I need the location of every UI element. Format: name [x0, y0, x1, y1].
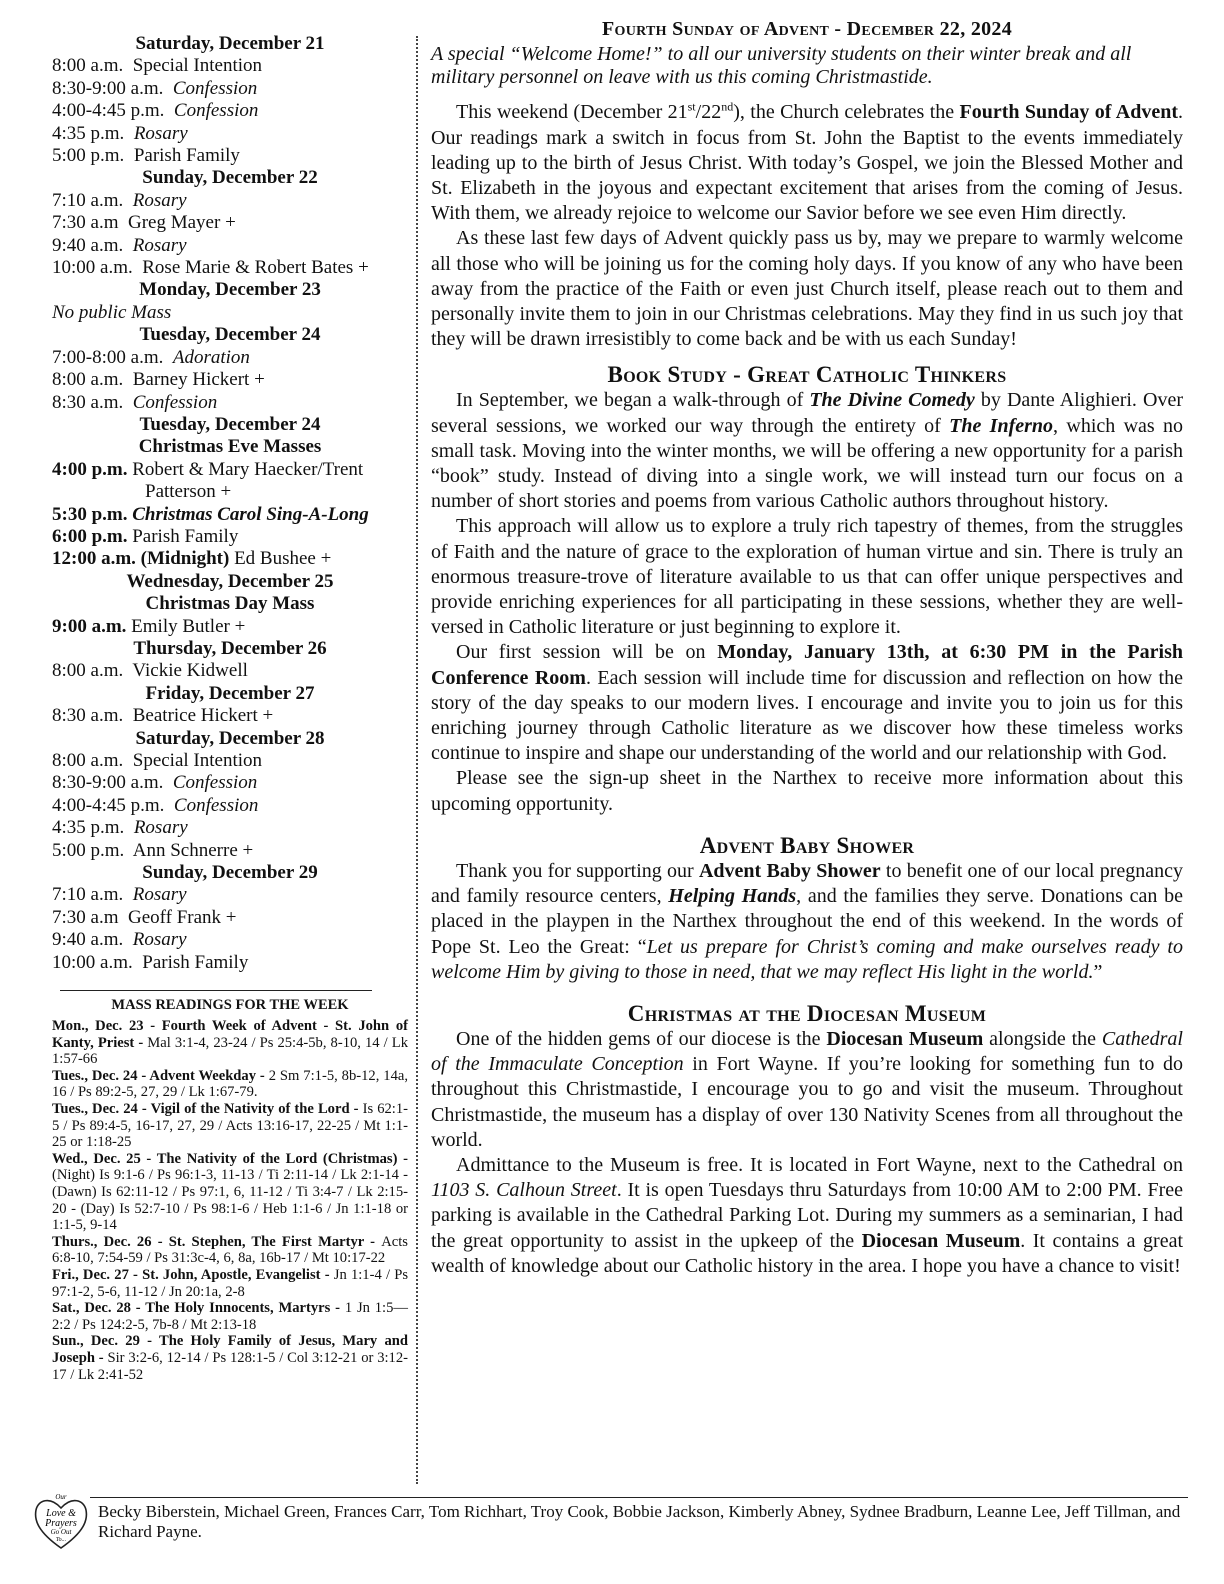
reading-day: Sat., Dec. 28 - The Holy Innocents, Martyrs - [52, 1300, 345, 1317]
entry-intention: Parish Family [142, 951, 249, 973]
entry-time: 8:00 a.m. [52, 750, 124, 771]
reading-refs: Is 62:1-5 / Ps 89:4-5, 16-17, 27, 29 / Acts 13:16-17, 22-25 / Mt 1:1-25 or 1:18-25 [52, 1101, 408, 1151]
schedule-day-heading: Sunday, December 29 [142, 862, 318, 884]
entry-time: 6:00 p.m. [52, 525, 128, 547]
entry-intention: Confession [132, 391, 218, 413]
entry-time: 9:00 a.m. [52, 615, 127, 637]
entry-time: 7:00-8:00 a.m. [52, 346, 164, 368]
entry-time: 5:30 p.m. [52, 503, 128, 525]
text-run: , which was no small task. Moving into the winter months, we will be offering a new opportunity for a parish “book” study. Instead of diving into a single work, we will instead turn our focus on a number of short stories and poems from various Catholic authors throughout history. [431, 414, 1184, 513]
text-run: Thank you for supporting our [456, 859, 699, 882]
reading-refs: 2 Sm 7:1-5, 8b-12, 14a, 16 / Ps 89:2-5, 27, 29 / Lk 1:67-79. [52, 1067, 408, 1101]
text-run: by Dante Alighieri. Over several sessions, we worked our way through the entirety of [431, 389, 1183, 437]
entry-time: 4:35 p.m. [52, 817, 125, 839]
entry-time: 8:00 a.m. [52, 660, 124, 682]
articles-column [431, 18, 1183, 1279]
schedule-entry [52, 929, 408, 951]
reading-entry [52, 1101, 408, 1151]
entry-time: 4:00 p.m. [52, 458, 128, 480]
logo-text: Love & [46, 1508, 76, 1519]
emphasis-bold: Helping Hands [668, 885, 797, 908]
article-paragraph [431, 100, 1183, 226]
schedule-day-subtitle: Christmas Eve Masses [138, 436, 322, 458]
entry-time: 7:10 a.m. [52, 189, 124, 211]
entry-intention: Rosary [133, 122, 188, 144]
schedule-entry [52, 347, 408, 369]
entry-time: 8:30-9:00 a.m. [52, 77, 164, 99]
article-paragraph [431, 859, 1183, 985]
entry-intention: Rosary [133, 817, 188, 839]
entry-intention: Beatrice Hickert + [132, 705, 274, 727]
section-title: Advent Baby Shower [699, 832, 915, 858]
article-paragraph [431, 1027, 1183, 1153]
emphasis-italic: Cathedral of the Immaculate Conception [431, 1027, 1183, 1076]
reading-day: Mon., Dec. 23 - Fourth Week of Advent - St. John of Kanty, Priest - [52, 1018, 408, 1051]
reading-refs: Acts 6:8-10, 7:54-59 / Ps 31:3c-4, 6, 8a, 16b-17 / Mt 10:17-22 [52, 1233, 408, 1267]
text-run: Please see the sign-up sheet in the Narthex to receive more information about this upcoming opportunity. [431, 767, 1183, 815]
reading-entry [52, 1068, 408, 1101]
schedule-entry [52, 750, 408, 772]
schedule-entry [52, 884, 408, 906]
entry-time: 5:00 p.m. [52, 145, 125, 167]
emphasis-italic: Let us prepare for Christ’s coming and make ourselves ready to welcome Him by giving to those in need, that we may reflect His light in the world. [431, 935, 1183, 983]
text-superscript: nd [721, 99, 734, 114]
entry-intention: Confession [173, 100, 259, 122]
schedule-day-heading: Sunday, December 22 [142, 167, 318, 189]
text-run: in Fort Wayne. If you’re looking for something fun to do throughout this Christmastide, I encourage you to go and visit the museum. Throughout Christmastide, the museum has a display of over 130 Nativity Scenes from all throughout the world. [431, 1053, 1183, 1151]
reading-day: Fri., Dec. 27 - St. John, Apostle, Evangelist - [52, 1266, 334, 1283]
entry-time: 4:35 p.m. [52, 122, 125, 144]
column-divider [416, 36, 418, 1484]
entry-time: 8:00 a.m. [52, 369, 124, 391]
logo-text: Prayers [45, 1518, 77, 1529]
entry-intention: Vickie Kidwell [132, 660, 248, 682]
reading-entry [52, 1333, 408, 1383]
text-run: As these last few days of Advent quickly pass us by, may we prepare to warmly welcome all those who will be joining us for the coming holy days. If you know of any who have been away from the practice of the Faith or even just Church itself, please reach out to them and personally invite them to join in our Christmas celebrations. May they find in us such joy that they will be drawn irresistibly to come back and be with us each Sunday! [431, 227, 1183, 351]
reading-entry [52, 1018, 408, 1068]
entry-time: 9:40 a.m. [52, 234, 124, 256]
schedule-day-heading: Tuesday, December 24 [139, 324, 321, 346]
entry-time: 12:00 a.m. (Midnight) [52, 548, 230, 570]
entry-intention: Greg Mayer + [128, 212, 236, 234]
entry-time: 10:00 a.m. [52, 257, 133, 279]
emphasis-bold: Fourth Sunday of Advent [959, 101, 1178, 124]
section-title: Book Study - Great Catholic Thinkers [607, 362, 1007, 388]
entry-intention: Rosary [132, 884, 187, 906]
entry-time: 9:40 a.m. [52, 929, 124, 951]
schedule-day-heading: Tuesday, December 24 [139, 413, 321, 435]
schedule-day-subtitle: Christmas Day Mass [145, 593, 315, 615]
schedule-entry [52, 212, 408, 234]
schedule-day-heading: Thursday, December 26 [133, 637, 327, 659]
entry-intention: Barney Hickert + [132, 369, 265, 391]
text-run: , and the families they serve. Donations can be placed in the playpen in the Narthex throughout the end of this weekend. In the words of Pope St. Leo the Great: “ [431, 885, 1183, 958]
emphasis-bold: Advent Baby Shower [698, 859, 881, 882]
emphasis-bold: Diocesan Museum [861, 1229, 1021, 1252]
schedule-day-heading: Friday, December 27 [145, 682, 315, 704]
entry-time: 4:00-4:45 p.m. [52, 100, 165, 122]
text-run: . It contains a great wealth of knowledge about our Catholic history in the area. I hope you have a chance to visit! [431, 1229, 1184, 1277]
entry-intention: Rosary [132, 929, 187, 951]
reading-refs: Mal 3:1-4, 23-24 / Ps 25:4-5b, 8-10, 14 / Lk 1:57-66 [52, 1034, 408, 1068]
schedule-entry [52, 145, 408, 167]
entry-intention: Parish Family [133, 145, 240, 167]
article-paragraph [431, 226, 1183, 352]
schedule-entry [52, 392, 408, 414]
text-run: Admittance to the Museum is free. It is located in Fort Wayne, next to the Cathedral on [456, 1153, 1183, 1176]
entry-time: 5:00 p.m. [52, 839, 125, 861]
text-run: This approach will allow us to explore a truly rich tapestry of themes, from the struggles of Faith and the nature of grace to the exploration of human virtue and sin. There is truly an enormous treasure-trove of literature available to us that can offer unique perspectives and provide enriching experiences for all participating in these sessions, whether they are well-versed in Catholic literature or just beginning to explore it. [431, 515, 1183, 639]
entry-intention: Emily Butler + [131, 615, 246, 637]
article-paragraph [431, 388, 1183, 514]
logo-text: To... [55, 1537, 67, 1543]
article-paragraph [431, 1153, 1183, 1279]
reading-day: Sun., Dec. 29 - The Holy Family of Jesus, Mary and Joseph - [52, 1333, 408, 1366]
entry-intention: Confession [172, 772, 258, 794]
readings-title: MASS READINGS FOR THE WEEK [111, 997, 349, 1014]
schedule-day-heading: Saturday, December 28 [135, 727, 325, 749]
schedule-entry [52, 504, 408, 526]
reading-entry [52, 1267, 408, 1300]
prayer-list: Becky Biberstein, Michael Green, Frances Carr, Tom Richhart, Troy Cook, Bobbie Jackson, Kimberly Abney, Sydnee Bradburn, Leanne Lee, Jeff Tillman, and Richard Payne. [98, 1502, 1181, 1541]
entry-intention: Ed Bushee + [234, 548, 332, 570]
emphasis-bold: Diocesan Museum [826, 1027, 984, 1050]
text-run: ), the Church celebrates the [733, 101, 960, 124]
schedule-entry [52, 100, 408, 122]
section-intro: A special “Welcome Home!” to all our university students on their winter break and all military personnel on leave with us this coming Christmastide. [431, 43, 1132, 88]
entry-time: 8:30 a.m. [52, 391, 124, 413]
text-run: Our first session will be on [456, 641, 718, 664]
entry-intention: Special Intention [132, 55, 263, 77]
schedule-day-heading: Wednesday, December 25 [126, 570, 334, 592]
entry-intention: Parish Family [132, 525, 239, 547]
entry-time: 8:00 a.m. [52, 55, 124, 77]
entry-intention: Adoration [172, 346, 250, 368]
schedule-entry [52, 235, 408, 257]
emphasis-bold: Monday, January 13th, at 6:30 PM in the Parish Conference Room [431, 641, 1183, 689]
entry-intention: Rosary [132, 234, 187, 256]
schedule-entry [52, 369, 408, 391]
schedule-entry [52, 302, 408, 324]
schedule-entry [52, 55, 408, 77]
text-run: One of the hidden gems of our diocese is the [456, 1027, 827, 1050]
emphasis-bold: The Inferno [949, 414, 1054, 437]
entry-time: 7:30 a.m [52, 212, 119, 234]
emphasis-bold: The Divine Comedy [809, 389, 975, 412]
schedule-entry [52, 526, 408, 548]
schedule-entry [52, 548, 408, 570]
text-run: . It is open Tuesdays thru Saturdays from 10:00 AM to 2:00 PM. Free parking is available in the Cathedral Parking Lot. During my summers as a seminarian, I had the great opportunity to assist in the upkeep of the [431, 1179, 1183, 1252]
schedule-entry [52, 257, 408, 279]
reading-refs: Sir 3:2-6, 12-14 / Ps 128:1-5 / Col 3:12-21 or 3:12-17 / Lk 2:41-52 [52, 1349, 408, 1383]
entry-intention: Special Intention [132, 750, 263, 771]
reading-entry [52, 1234, 408, 1267]
article-paragraph [431, 514, 1183, 640]
mass-schedule-column [52, 33, 408, 1383]
entry-intention: Confession [173, 794, 259, 816]
schedule-entry [52, 840, 408, 862]
logo-text: Our [55, 1493, 67, 1501]
text-run: . Each session will include time for discussion and reflection on how the story of the day speaks to our modern lives. I encourage and invite you to join us for this enriching journey through Catholic literature as we discover how these timeless works continue to inspire and shape our understanding of the world and our relationship with God. [431, 666, 1183, 765]
schedule-entry [52, 705, 408, 727]
entry-time: 4:00-4:45 p.m. [52, 794, 165, 816]
logo-text: Go Out [50, 1528, 72, 1536]
reading-day: Thurs., Dec. 26 - St. Stephen, The First Martyr - [52, 1233, 382, 1250]
schedule-entry [52, 817, 408, 839]
emphasis-italic: 1103 S. Calhoun Street [431, 1179, 617, 1202]
text-run: . Our readings mark a switch in focus from St. John the Baptist to the events immediately leading up to the birth of Jesus Christ. With today’s Gospel, we join the Blessed Mother and St. Elizabeth in the joyous and expectant excitement that arises from the coming of Jesus. With them, we already rejoice to welcome our Savior before we see even Him directly. [431, 101, 1183, 225]
heart-logo-icon [32, 1492, 90, 1552]
reading-day: Wed., Dec. 25 - The Nativity of the Lord (Christmas) - [52, 1150, 408, 1167]
schedule-entry [52, 123, 408, 145]
text-run: ” [1093, 960, 1103, 983]
entry-intention: Ann Schnerre + [132, 839, 254, 861]
schedule-entry [52, 907, 408, 929]
entry-time: 8:30-9:00 a.m. [52, 772, 164, 794]
entry-intention: No public Mass [52, 301, 172, 323]
entry-time: 7:10 a.m. [52, 884, 124, 906]
text-run: alongside the [983, 1027, 1102, 1050]
entry-time: 7:30 a.m [52, 906, 119, 928]
text-run: /22 [695, 101, 722, 124]
schedule-day-heading: Saturday, December 21 [135, 33, 325, 54]
reading-refs: Jn 1:1-4 / Ps 97:1-2, 5-6, 11-12 / Jn 20:1a, 2-8 [52, 1266, 408, 1300]
schedule-day-heading: Monday, December 23 [139, 279, 321, 301]
footer-rule [90, 1497, 1188, 1498]
section-title: Fourth Sunday of Advent - December 22, 2024 [601, 18, 1013, 40]
schedule-entry [52, 795, 408, 817]
text-run: to benefit one of our local pregnancy and family resource centers, [431, 859, 1183, 908]
entry-intention: Christmas Carol Sing-A-Long [132, 503, 369, 525]
reading-entry [52, 1151, 408, 1234]
schedule-entry [52, 459, 408, 504]
entry-intention: Confession [172, 77, 258, 99]
text-run: This weekend (December 21 [456, 101, 688, 124]
entry-time: 8:30 a.m. [52, 705, 124, 727]
schedule-entry [52, 78, 408, 100]
reading-entry [52, 1300, 408, 1333]
text-run: In September, we began a walk-through of [456, 389, 810, 412]
reading-refs: (Night) Is 9:1-6 / Ps 96:1-3, 11-13 / Ti 2:11-14 / Lk 2:1-14 - (Dawn) Is 62:11-12 / Ps 97:1, 6, 11-12 / Ti 3:4-7 / Lk 2:15-20 - (Day) Is 52:7-10 / Ps 98:1-6 / Heb 1:1-6 / Jn 1:1-18 or 1:1-5, 9-14 [52, 1167, 408, 1234]
reading-refs: 1 Jn 1:5—2:2 / Ps 124:2-5, 7b-8 / Mt 2:13-18 [52, 1300, 408, 1333]
article-paragraph [431, 640, 1183, 766]
text-superscript: st [687, 99, 696, 114]
article-paragraph [431, 766, 1183, 816]
entry-intention: Rosary [132, 189, 187, 211]
schedule-entry [52, 772, 408, 794]
entry-intention: Geoff Frank + [128, 906, 237, 928]
section-title: Christmas at the Diocesan Museum [627, 1000, 987, 1026]
entry-time: 10:00 a.m. [52, 951, 133, 973]
entry-intention: Rose Marie & Robert Bates + [142, 257, 369, 279]
reading-day: Tues., Dec. 24 - Advent Weekday - [52, 1067, 269, 1084]
schedule-entry [52, 660, 408, 682]
schedule-entry [52, 616, 408, 638]
entry-intention: Robert & Mary Haecker/Trent Patterson + [132, 458, 364, 503]
reading-day: Tues., Dec. 24 - Vigil of the Nativity of the Lord - [52, 1101, 363, 1118]
schedule-entry [52, 190, 408, 212]
readings-rule [60, 990, 372, 991]
schedule-entry [52, 952, 408, 974]
